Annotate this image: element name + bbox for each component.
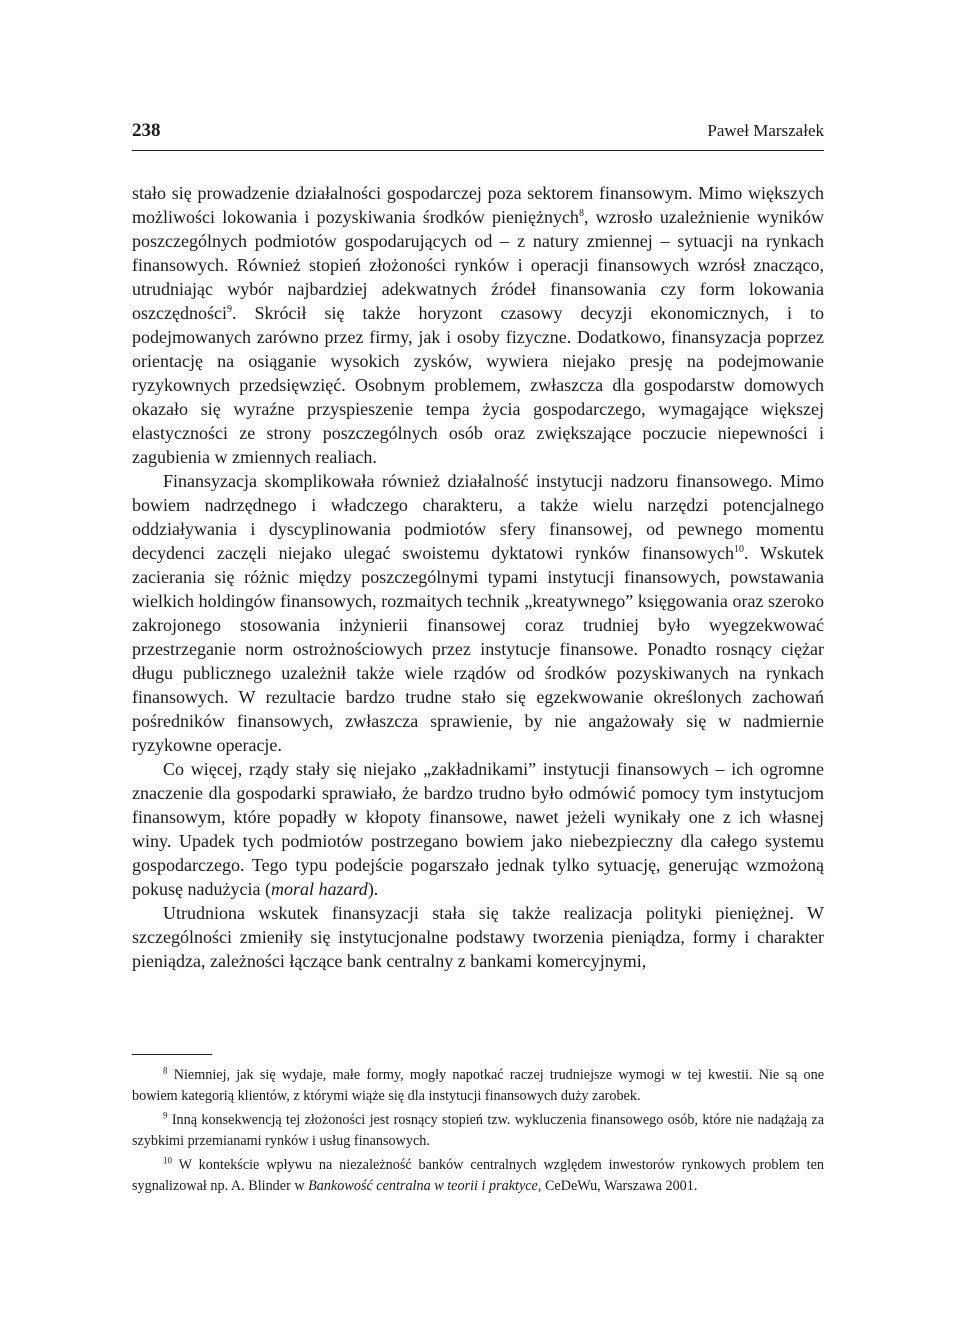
body-text [132, 181, 824, 973]
text-run: Niemniej, jak się wydaje, małe formy, mogły napotkać raczej trudniejsze wymogi w tej kwestii. Nie są one bowiem kategorią klientów, z którymi wiąże się dla instytucji finansowych duży zarobek. [132, 1067, 824, 1104]
italic-text: Bankowość centralna w teorii i praktyce, [308, 1177, 542, 1194]
italic-text: moral hazard [270, 879, 368, 899]
running-author: Paweł Marszałek [707, 121, 824, 140]
page-number: 238 [132, 120, 161, 141]
footnote-ref[interactable]: 9 [226, 304, 232, 315]
footnotes [132, 1054, 824, 1200]
footnote [132, 1155, 824, 1196]
text-run: Finansyzacja skomplikowała również działalność instytucji nadzoru finansowego. Mimo bowiem nadrzędnego i władczego charakteru, a także wielu narzędzi potencjalnego oddziaływania i dyscyplinowania podmiotów sfery finansowej, od pewnego momentu decydenci zaczęli niejako ulegać swoistemu dyktatowi rynków finansowych [132, 471, 824, 563]
text-run: Co więcej, rządy stały się niejako „zakładnikami” instytucji finansowych – ich ogromne znaczenie dla gospodarki sprawiało, że bardzo trudno było odmówić pomocy tym instytucjom finansowym, które popadły w kłopoty finansowe, nawet jeżeli wynikały one z ich własnej winy. Upadek tych podmiotów postrzegano bowiem jako niebezpieczny dla całego systemu gospodarczego. Tego typu podejście pogarszało jednak tylko sytuację, generując wzmożoną pokusę nadużycia ( [132, 759, 824, 899]
page [132, 120, 824, 973]
running-head [132, 120, 824, 151]
text-run: . Skrócił się także horyzont czasowy decyzji ekonomicznych, i to podejmowanych zarówno przez firmy, jak i osoby fizyczne. Dodatkowo, finansyzacja poprzez orientację na osiąganie wysokich zysków, wywiera niejako presję na podejmowanie ryzykownych przedsięwzięć. Osobnym problemem, zwłaszcza dla gospodarstw domowych okazało się wyraźne przyspieszenie tempa życia gospodarczego, wymagające większej elastyczności ze strony poszczególnych osób oraz zwiększające poczucie niepewności i zagubienia w zmiennych realiach. [132, 303, 824, 467]
footnote-ref[interactable]: 8 [578, 208, 584, 219]
paragraph [132, 901, 824, 973]
footnote-ref[interactable]: 8 [163, 1065, 168, 1076]
paragraph [132, 469, 824, 757]
footnote-rule [132, 1054, 212, 1055]
footnote-list [132, 1065, 824, 1196]
paragraph [132, 757, 824, 901]
text-run: . Wskutek zacierania się różnic między poszczególnymi typami instytucji finansowych, powstawania wielkich holdingów finansowych, rozmaitych technik „kreatywnego” księgowania oraz szeroko zakrojonego stosowania inżynierii finansowej coraz trudniej było wyegzekwować przestrzeganie norm ostrożnościowych przez instytucje finansowe. Ponadto rosnący ciężar długu publicznego uzależnił także wiele rządów od środków pozyskiwanych na rynkach finansowych. W rezultacie bardzo trudne stało się egzekwowanie określonych zachowań pośredników finansowych, zwłaszcza sprawienie, by nie angażowały się w nadmiernie ryzykowne operacje. [132, 543, 824, 755]
text-run: stało się prowadzenie działalności gospodarczej poza sektorem finansowym. Mimo większych możliwości lokowania i pozyskiwania środków pieniężnych [132, 183, 824, 227]
paragraph [132, 181, 824, 469]
text-run: W kontekście wpływu na niezależność banków centralnych względem inwestorów rynkowych problem ten sygnalizował np. A. Blinder w [132, 1157, 824, 1194]
text-run: Inną konsekwencją tej złożoności jest rosnący stopień tzw. wykluczenia finansowego osób, które nie nadążają za szybkimi przemianami rynków i usług finansowych. [132, 1112, 824, 1149]
text-run: ). [367, 879, 379, 899]
footnote [132, 1065, 824, 1106]
footnote-ref[interactable]: 10 [163, 1155, 172, 1166]
text-run: CeDeWu, Warszawa 2001. [541, 1177, 698, 1194]
footnote-ref[interactable]: 10 [733, 544, 744, 555]
text-run: , wzrosło uzależnienie wyników poszczególnych podmiotów gospodarujących od – z natury zmiennej – sytuacji na rynkach finansowych. Również stopień złożoności rynków i operacji finansowych wzrósł znacząco, utrudniając wybór najbardziej adekwatnych źródeł finansowania czy form lokowania oszczędności [132, 207, 824, 323]
footnote [132, 1110, 824, 1151]
footnote-ref[interactable]: 9 [163, 1110, 168, 1121]
text-run: Utrudniona wskutek finansyzacji stała się także realizacja polityki pieniężnej. W szczególności zmieniły się instytucjonalne podstawy tworzenia pieniądza, formy i charakter pieniądza, zależności łączące bank centralny z bankami komercyjnymi, [132, 903, 824, 971]
